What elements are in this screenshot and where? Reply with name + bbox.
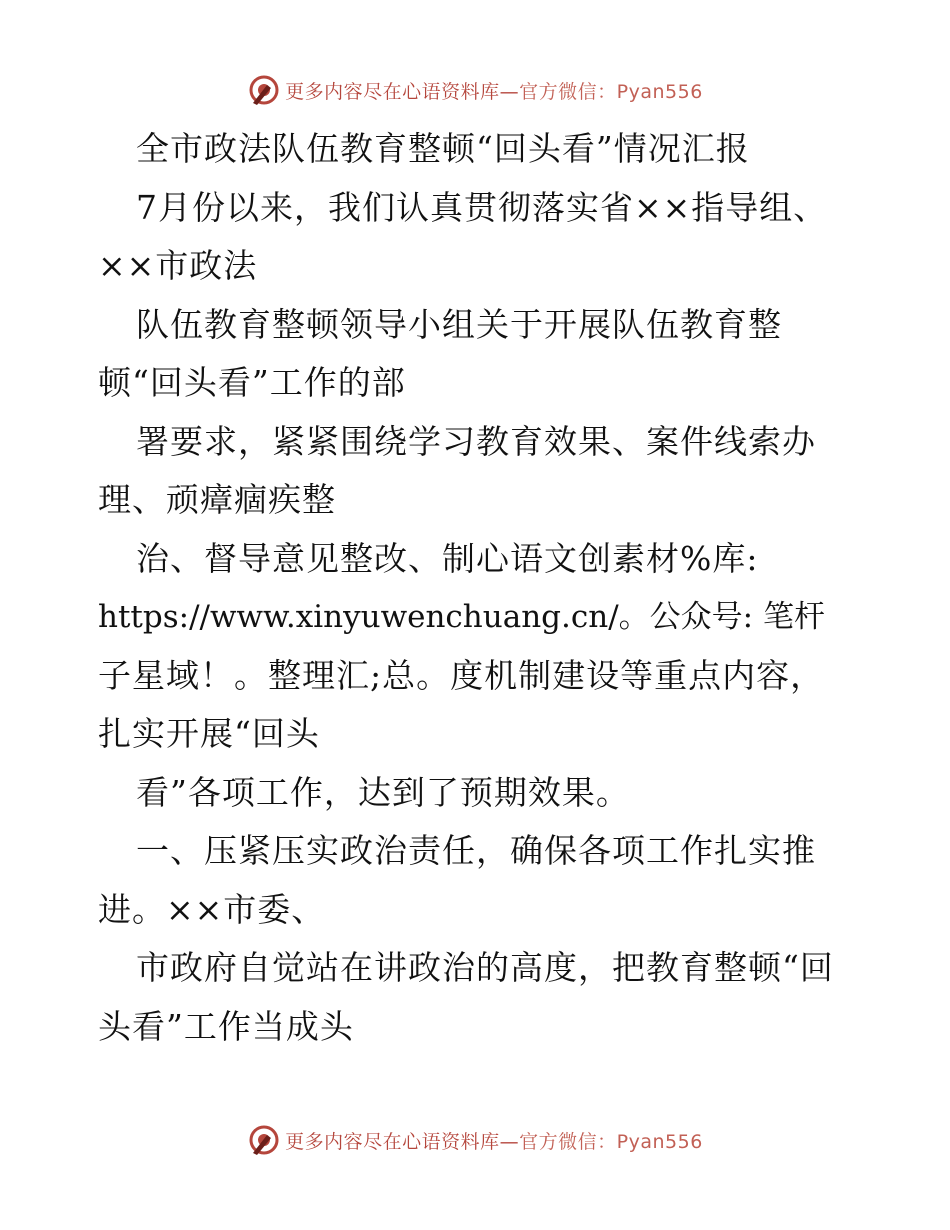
pen-logo-icon: [247, 73, 281, 107]
text-line-url: https://www.xinyuwenchuang.cn/。公众号: 笔杆: [98, 599, 825, 635]
pen-logo-icon: [247, 1123, 281, 1157]
watermark-wechat: 官方微信：Pyan556: [519, 1130, 703, 1153]
text-line: 市政府自觉站在讲政治的高度，把教育整顿“回: [136, 948, 834, 987]
header-watermark: [0, 70, 950, 110]
text-line: 进。××市委、: [98, 889, 326, 929]
footer-watermark: [0, 1120, 950, 1160]
text-line: 头看”工作当成头: [98, 1006, 354, 1046]
text-line: 子星域！。整理汇;总。度机制建设等重点内容，: [98, 655, 825, 695]
text-line: 队伍教育整顿领导小组关于开展队伍教育整: [136, 304, 782, 344]
text-line: 署要求，紧紧围绕学习教育效果、案件线索办: [136, 421, 816, 461]
text-line: 7月份以来，我们认真贯彻落实省××指导组、: [136, 187, 828, 227]
text-line: 治、督导意见整改、制心语文创素材%库:: [136, 538, 759, 578]
text-line: 顿“回头看”工作的部: [98, 363, 406, 402]
document-body: [98, 120, 858, 1056]
text-line: 扎实开展“回头: [98, 714, 320, 753]
watermark-text: 更多内容尽在心语资料库—: [285, 80, 520, 103]
document-title: 全市政法队伍教育整顿“回头看”情况汇报: [136, 129, 750, 168]
text-line: ××市政法: [98, 246, 258, 285]
text-line: 理、顽瘴痼疾整: [98, 480, 336, 519]
section-heading: 一、压紧压实政治责任，确保各项工作扎实推: [136, 831, 816, 870]
watermark-text: 更多内容尽在心语资料库—: [285, 1130, 520, 1153]
text-line: 看”各项工作，达到了预期效果。: [136, 772, 630, 812]
watermark-wechat: 官方微信：Pyan556: [519, 80, 703, 103]
